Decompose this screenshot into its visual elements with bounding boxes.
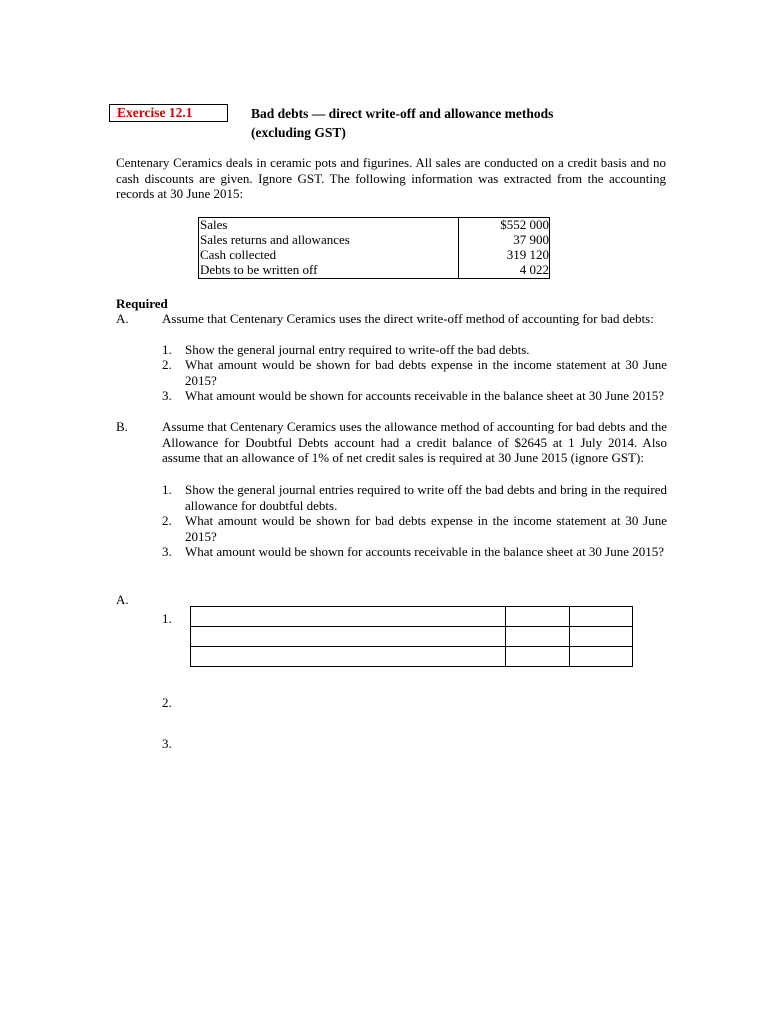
part-b-item-2-text: What amount would be shown for bad debts expense in the income statement at 30 June 2015? (185, 513, 667, 544)
answer-item-3-num: 3. (162, 736, 172, 751)
part-a-item-1-text: Show the general journal entry required to write-off the bad debts. (185, 342, 530, 357)
part-b-item-3-num: 3. (162, 544, 172, 559)
answer-item-1-num: 1. (162, 611, 172, 626)
part-a-item-1-num: 1. (162, 342, 172, 357)
part-a-item-2-num: 2. (162, 357, 172, 372)
part-b-text: Assume that Centenary Ceramics uses the allowance method of accounting for bad debts and the Allowance for Doubtful Debts account had a credit balance of $2645 at 1 July 2014. Also assume that an allowance of 1% of net credit sales is required at 30 June 2015 (ignore GST): (162, 419, 667, 465)
part-b-item-3-text: What amount would be shown for accounts receivable in the balance sheet at 30 June 2015? (185, 544, 665, 559)
part-a-text: Assume that Centenary Ceramics uses the direct write-off method of accounting for bad debts: (162, 311, 654, 326)
answer-item-2-num: 2. (162, 695, 172, 710)
row-label: Sales returns and allowances (199, 233, 459, 248)
table-row (199, 218, 550, 234)
journal-cell[interactable] (570, 647, 633, 667)
part-a-item-3-num: 3. (162, 388, 172, 403)
table-row (191, 647, 633, 667)
row-label: Sales (199, 218, 459, 234)
row-label: Cash collected (199, 248, 459, 263)
part-a-item-3-text: What amount would be shown for accounts receivable in the balance sheet at 30 June 2015? (185, 388, 665, 403)
part-b-item-2-num: 2. (162, 513, 172, 528)
part-a-item-2-text: What amount would be shown for bad debts expense in the income statement at 30 June 2015? (185, 357, 667, 388)
table-row (199, 248, 550, 263)
table-row (199, 233, 550, 248)
table-row (191, 627, 633, 647)
exercise-label: Exercise 12.1 (109, 104, 228, 122)
journal-cell[interactable] (191, 627, 506, 647)
table-row (199, 263, 550, 279)
info-table (198, 217, 550, 279)
exercise-title (251, 104, 553, 142)
part-b-letter: B. (116, 419, 128, 434)
row-label: Debts to be written off (199, 263, 459, 279)
row-value: $552 000 (500, 217, 549, 233)
journal-cell[interactable] (506, 607, 570, 627)
part-a-letter: A. (116, 311, 129, 326)
row-value: 319 120 (506, 247, 549, 263)
part-b-item-1-num: 1. (162, 482, 172, 497)
journal-cell[interactable] (191, 607, 506, 627)
row-value: 4 022 (519, 262, 549, 278)
journal-cell[interactable] (191, 647, 506, 667)
journal-cell[interactable] (506, 627, 570, 647)
part-b-item-1-text: Show the general journal entries required to write off the bad debts and bring in the required allowance for doubtful debts. (185, 482, 667, 513)
table-row (191, 607, 633, 627)
required-heading: Required (116, 296, 168, 311)
row-value: 37 900 (513, 232, 549, 248)
title-line-2: (excluding GST) (251, 125, 346, 140)
journal-cell[interactable] (506, 647, 570, 667)
title-line-1: Bad debts — direct write-off and allowance methods (251, 106, 554, 121)
journal-cell[interactable] (570, 607, 633, 627)
journal-entry-table (190, 606, 633, 667)
journal-cell[interactable] (570, 627, 633, 647)
answer-letter: A. (116, 592, 129, 607)
intro-paragraph: Centenary Ceramics deals in ceramic pots and figurines. All sales are conducted on a credit basis and no cash discounts are given. Ignore GST. The following information was extracted from the accounting records at 30 June 2015: (116, 155, 666, 201)
